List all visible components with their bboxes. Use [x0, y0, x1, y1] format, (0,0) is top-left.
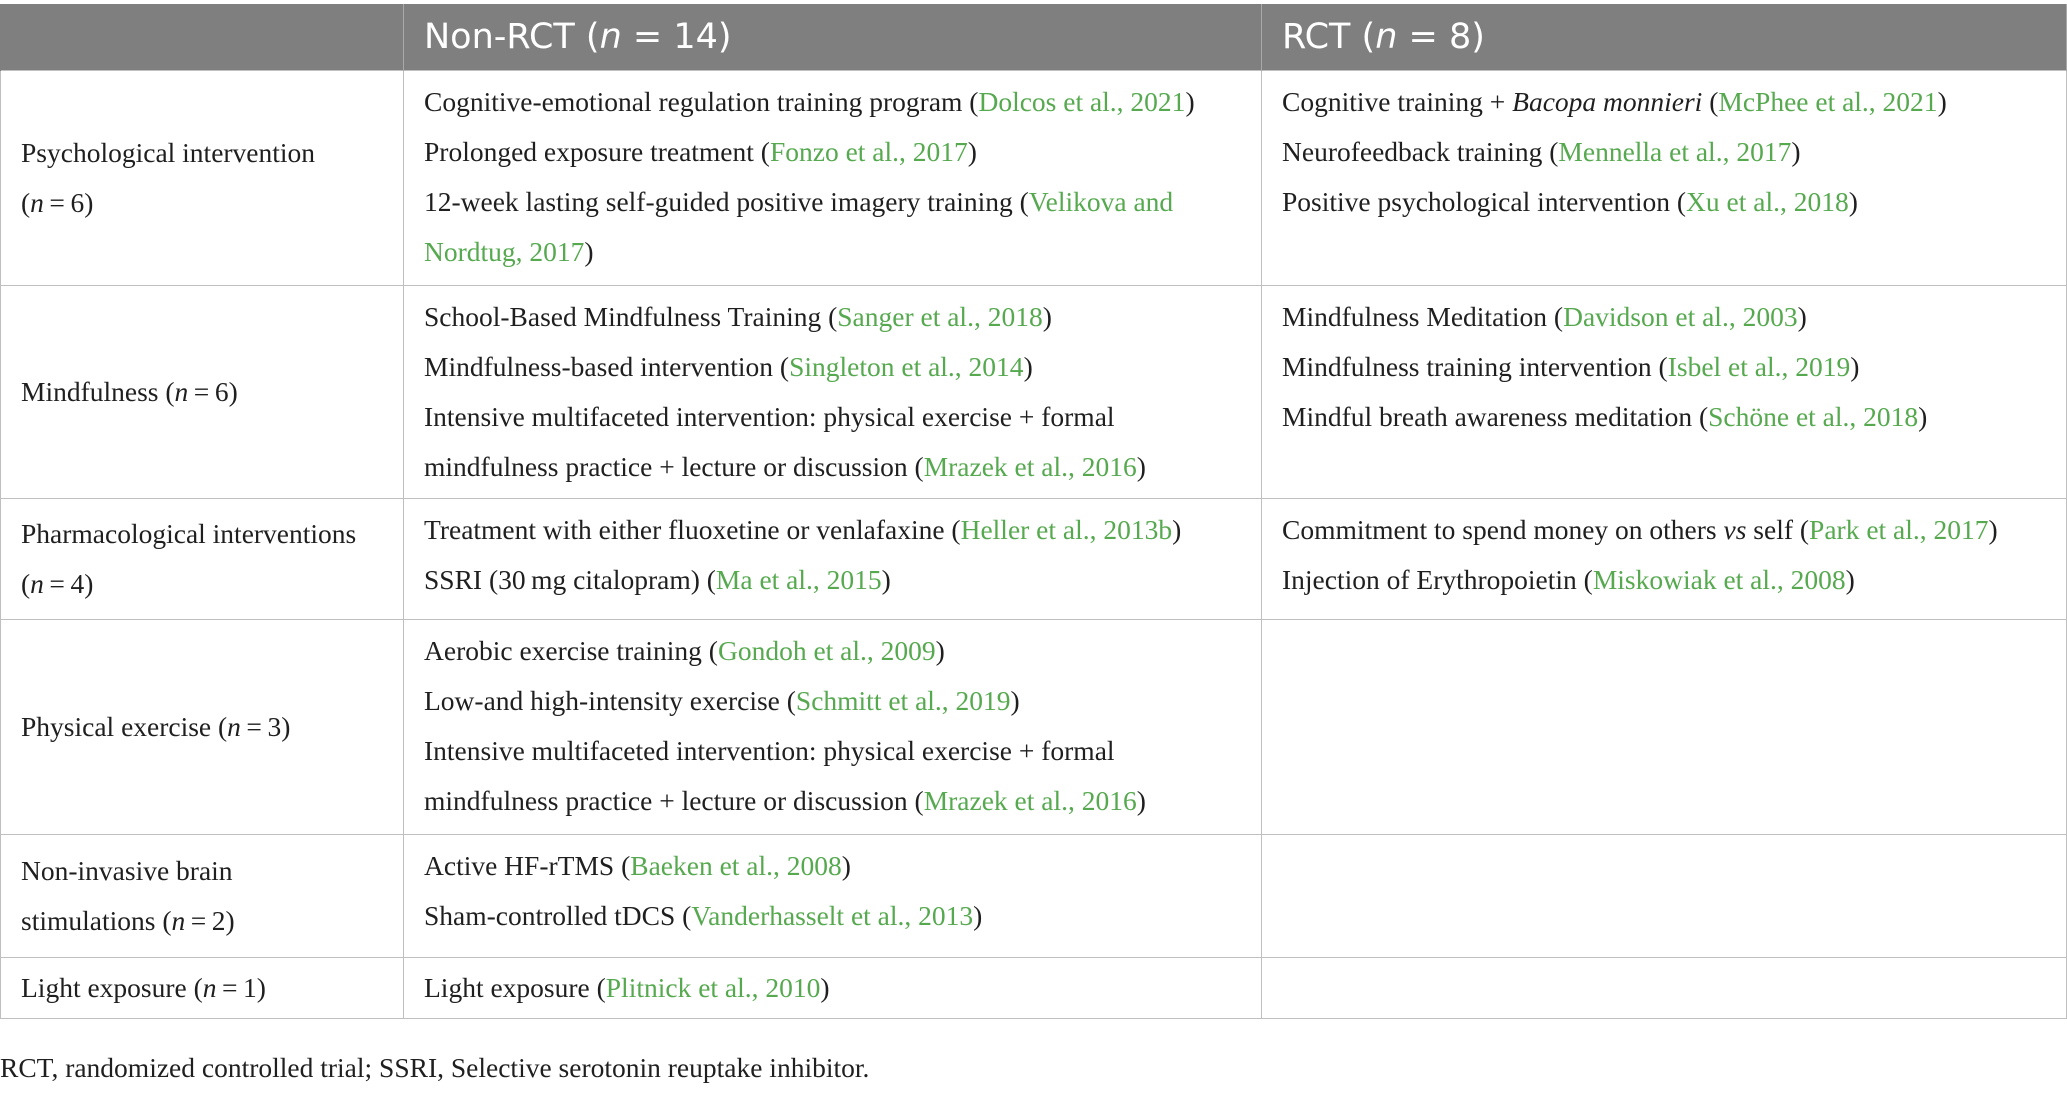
non-rct-cell [404, 71, 1262, 286]
list-item: Commitment to spend money on others vs self (Park et al., 2017) [1282, 514, 1998, 545]
non-rct-cell [404, 835, 1262, 958]
list-item: Cognitive-emotional regulation training program (Dolcos et al., 2021) [424, 86, 1195, 117]
table-row [1, 835, 2067, 958]
category-label: Pharmacological interventions [21, 518, 357, 549]
header-non-rct [404, 4, 1262, 71]
italic-term: vs [1723, 514, 1747, 545]
table-footnote: RCT, randomized controlled trial; SSRI, Selective serotonin reuptake inhibitor. [0, 1052, 870, 1083]
citation-link[interactable]: Schöne et al., 2018 [1708, 401, 1919, 432]
list-item: Light exposure (Plitnick et al., 2010) [424, 972, 830, 1003]
list-item: Cognitive training + Bacopa monnieri (McPhee et al., 2021) [1282, 86, 1947, 117]
rct-cell [1262, 71, 2067, 286]
list-item: mindfulness practice + lecture or discussion (Mrazek et al., 2016) [424, 451, 1146, 482]
table-row [1, 71, 2067, 286]
header-category [1, 4, 404, 71]
category-count: (n = 4) [21, 568, 94, 599]
citation-link[interactable]: Mennella et al., 2017 [1558, 136, 1792, 167]
citation-link[interactable]: Davidson et al., 2003 [1563, 301, 1798, 332]
italic-term: Bacopa monnieri [1512, 86, 1703, 117]
list-item: Positive psychological intervention (Xu et al., 2018) [1282, 186, 1858, 217]
category-count: stimulations (n = 2) [21, 905, 235, 936]
list-item: Active HF-rTMS (Baeken et al., 2008) [424, 850, 851, 881]
list-item: Intensive multifaceted intervention: physical exercise + formal [424, 735, 1115, 766]
category-cell [1, 958, 404, 1019]
citation-link[interactable]: Dolcos et al., 2021 [978, 86, 1186, 117]
citation-link[interactable]: Park et al., 2017 [1809, 514, 1989, 545]
list-item: Treatment with either fluoxetine or venlafaxine (Heller et al., 2013b) [424, 514, 1182, 545]
table-header-row [1, 4, 2067, 71]
rct-cell [1262, 835, 2067, 958]
non-rct-cell [404, 958, 1262, 1019]
non-rct-cell [404, 620, 1262, 835]
list-item: Low-and high-intensity exercise (Schmitt et al., 2019) [424, 685, 1020, 716]
header-rct-n: n [1375, 17, 1398, 57]
category-cell [1, 620, 404, 835]
table-row [1, 958, 2067, 1019]
list-item: Mindfulness training intervention (Isbel et al., 2019) [1282, 351, 1860, 382]
citation-link[interactable]: Nordtug, 2017 [424, 236, 585, 267]
category-cell [1, 286, 404, 499]
citation-link[interactable]: Singleton et al., 2014 [789, 351, 1024, 382]
citation-link[interactable]: Heller et al., 2013b [960, 514, 1173, 545]
category-cell [1, 499, 404, 620]
citation-link[interactable]: Baeken et al., 2008 [630, 850, 842, 881]
list-item: Injection of Erythropoietin (Miskowiak et al., 2008) [1282, 564, 1855, 595]
list-item: Prolonged exposure treatment (Fonzo et al., 2017) [424, 136, 977, 167]
list-item: Aerobic exercise training (Gondoh et al., 2009) [424, 635, 945, 666]
citation-link[interactable]: Schmitt et al., 2019 [795, 685, 1011, 716]
results-table-container [0, 4, 2066, 1019]
citation-link[interactable]: Mrazek et al., 2016 [923, 785, 1137, 816]
header-rct-prefix: RCT ( [1282, 17, 1376, 57]
category-cell [1, 71, 404, 286]
citation-link[interactable]: Ma et al., 2015 [715, 564, 882, 595]
list-item: Neurofeedback training (Mennella et al., 2017) [1282, 136, 1801, 167]
list-item: 12-week lasting self-guided positive imagery training (Velikova and [424, 186, 1174, 217]
header-non-rct-n: n [599, 17, 622, 57]
list-item: Intensive multifaceted intervention: physical exercise + formal [424, 401, 1115, 432]
citation-link[interactable]: Vanderhasselt et al., 2013 [691, 900, 974, 931]
category-label: Light exposure (n = 1) [21, 972, 266, 1003]
citation-link[interactable]: Velikova and [1028, 186, 1174, 217]
category-count: (n = 6) [21, 187, 94, 218]
list-item: Nordtug, 2017) [424, 236, 594, 267]
non-rct-cell [404, 499, 1262, 620]
citation-link[interactable]: Plitnick et al., 2010 [605, 972, 821, 1003]
header-rct-suffix: = 8) [1397, 17, 1485, 57]
non-rct-cell [404, 286, 1262, 499]
category-label: Mindfulness (n = 6) [21, 376, 238, 407]
header-non-rct-suffix: = 14) [621, 17, 732, 57]
list-item: Mindfulness Meditation (Davidson et al., 2003) [1282, 301, 1807, 332]
citation-link[interactable]: Mrazek et al., 2016 [923, 451, 1137, 482]
category-label: Psychological intervention [21, 137, 316, 168]
list-item: Mindfulness-based intervention (Singleton et al., 2014) [424, 351, 1033, 382]
citation-link[interactable]: Isbel et al., 2019 [1667, 351, 1851, 382]
citation-link[interactable]: Miskowiak et al., 2008 [1592, 564, 1846, 595]
rct-cell [1262, 958, 2067, 1019]
header-rct [1262, 4, 2067, 71]
list-item: SSRI (30 mg citalopram) (Ma et al., 2015) [424, 564, 891, 595]
category-label: Non-invasive brain [21, 855, 233, 886]
table-row [1, 499, 2067, 620]
rct-cell [1262, 620, 2067, 835]
list-item: mindfulness practice + lecture or discussion (Mrazek et al., 2016) [424, 785, 1146, 816]
list-item: School-Based Mindfulness Training (Sanger et al., 2018) [424, 301, 1052, 332]
intervention-table [0, 4, 2067, 1019]
table-row [1, 286, 2067, 499]
citation-link[interactable]: Xu et al., 2018 [1686, 186, 1849, 217]
table-row [1, 620, 2067, 835]
category-label: Physical exercise (n = 3) [21, 711, 291, 742]
header-non-rct-prefix: Non-RCT ( [424, 17, 600, 57]
citation-link[interactable]: Sanger et al., 2018 [837, 301, 1043, 332]
list-item: Mindful breath awareness meditation (Schöne et al., 2018) [1282, 401, 1928, 432]
rct-cell [1262, 499, 2067, 620]
rct-cell [1262, 286, 2067, 499]
citation-link[interactable]: Gondoh et al., 2009 [717, 635, 936, 666]
citation-link[interactable]: McPhee et al., 2021 [1718, 86, 1938, 117]
citation-link[interactable]: Fonzo et al., 2017 [769, 136, 968, 167]
category-cell [1, 835, 404, 958]
list-item: Sham-controlled tDCS (Vanderhasselt et al., 2013) [424, 900, 983, 931]
